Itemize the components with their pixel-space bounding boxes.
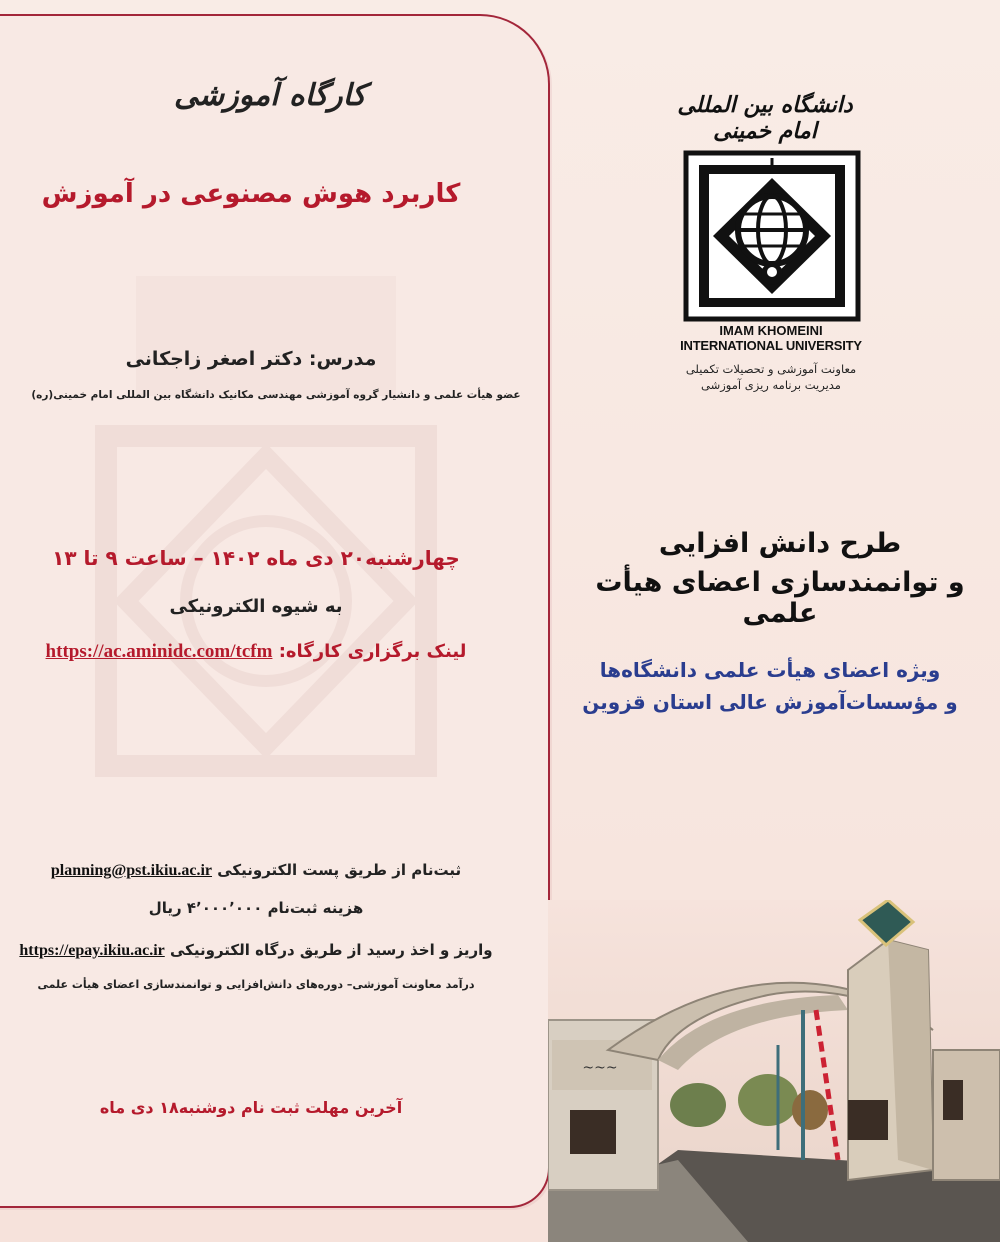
payment-link[interactable]: https://epay.ikiu.ac.ir (19, 942, 165, 959)
registration-email-link[interactable]: planning@pst.ikiu.ac.ir (50, 862, 213, 879)
audience-line2: و مؤسسات‌آموزش عالی استان قزوین (582, 690, 958, 714)
plan-title-line1: طرح دانش افزایی (658, 528, 902, 559)
payment-note: درآمد معاونت آموزشی– دوره‌های دانش‌افزایی و توانمندسازی اعضای هیأت علمی (37, 978, 475, 991)
payment-row (0, 941, 516, 960)
university-gate-image (548, 900, 1000, 1242)
gate-sign-text: ~~~ (582, 1060, 618, 1076)
instructor-name: مدرس: دکتر اصغر زاجکانی (125, 348, 377, 370)
university-logo-icon (683, 150, 861, 322)
registration-label: ثبت‌نام از طریق پست الکترونیکی (217, 861, 462, 879)
department-line1: معاونت آموزشی و تحصیلات تکمیلی (685, 362, 857, 376)
workshop-link-row (0, 641, 516, 663)
workshop-mode: به شیوه الکترونیکی (169, 596, 343, 617)
registration-fee: هزینه ثبت‌نام ۴٬۰۰۰٬۰۰۰ ریال (148, 899, 364, 917)
audience-line1: ویژه اعضای هیأت علمی دانشگاه‌ها (599, 658, 941, 682)
payment-label: واریز و اخذ رسید از طریق درگاه الکترونیکی (169, 941, 493, 959)
workshop-link-label: لینک برگزاری کارگاه: (278, 641, 467, 662)
workshop-label: کارگاه آموزشی (173, 78, 367, 113)
university-name-en-line2: INTERNATIONAL UNIVERSITY (680, 338, 862, 353)
registration-row (0, 861, 516, 880)
university-name-en-line1: IMAM KHOMEINI (719, 323, 823, 338)
plan-title-line2: و توانمندسازی اعضای هیأت علمی (595, 567, 965, 629)
course-title: کاربرد هوش مصنوعی در آموزش (41, 179, 461, 209)
university-name-calligraphy: دانشگاه بین المللی امام خمینی (677, 92, 853, 144)
department-line2: مدیریت برنامه ریزی آموزشی (701, 378, 841, 392)
workshop-link[interactable]: https://ac.aminidc.com/tcfm (45, 641, 273, 662)
instructor-affiliation: عضو هیأت علمی و دانشیار گروه آموزشی مهندسی مکانیک دانشگاه بین المللی امام خمینی(ره) (31, 389, 521, 401)
workshop-date-time: چهارشنبه۲۰ دی ماه ۱۴۰۲ – ساعت ۹ تا ۱۳ (52, 546, 460, 570)
registration-deadline: آخرین مهلت ثبت نام دوشنبه۱۸ دی ماه (99, 1098, 403, 1117)
workshop-card (0, 14, 550, 1208)
